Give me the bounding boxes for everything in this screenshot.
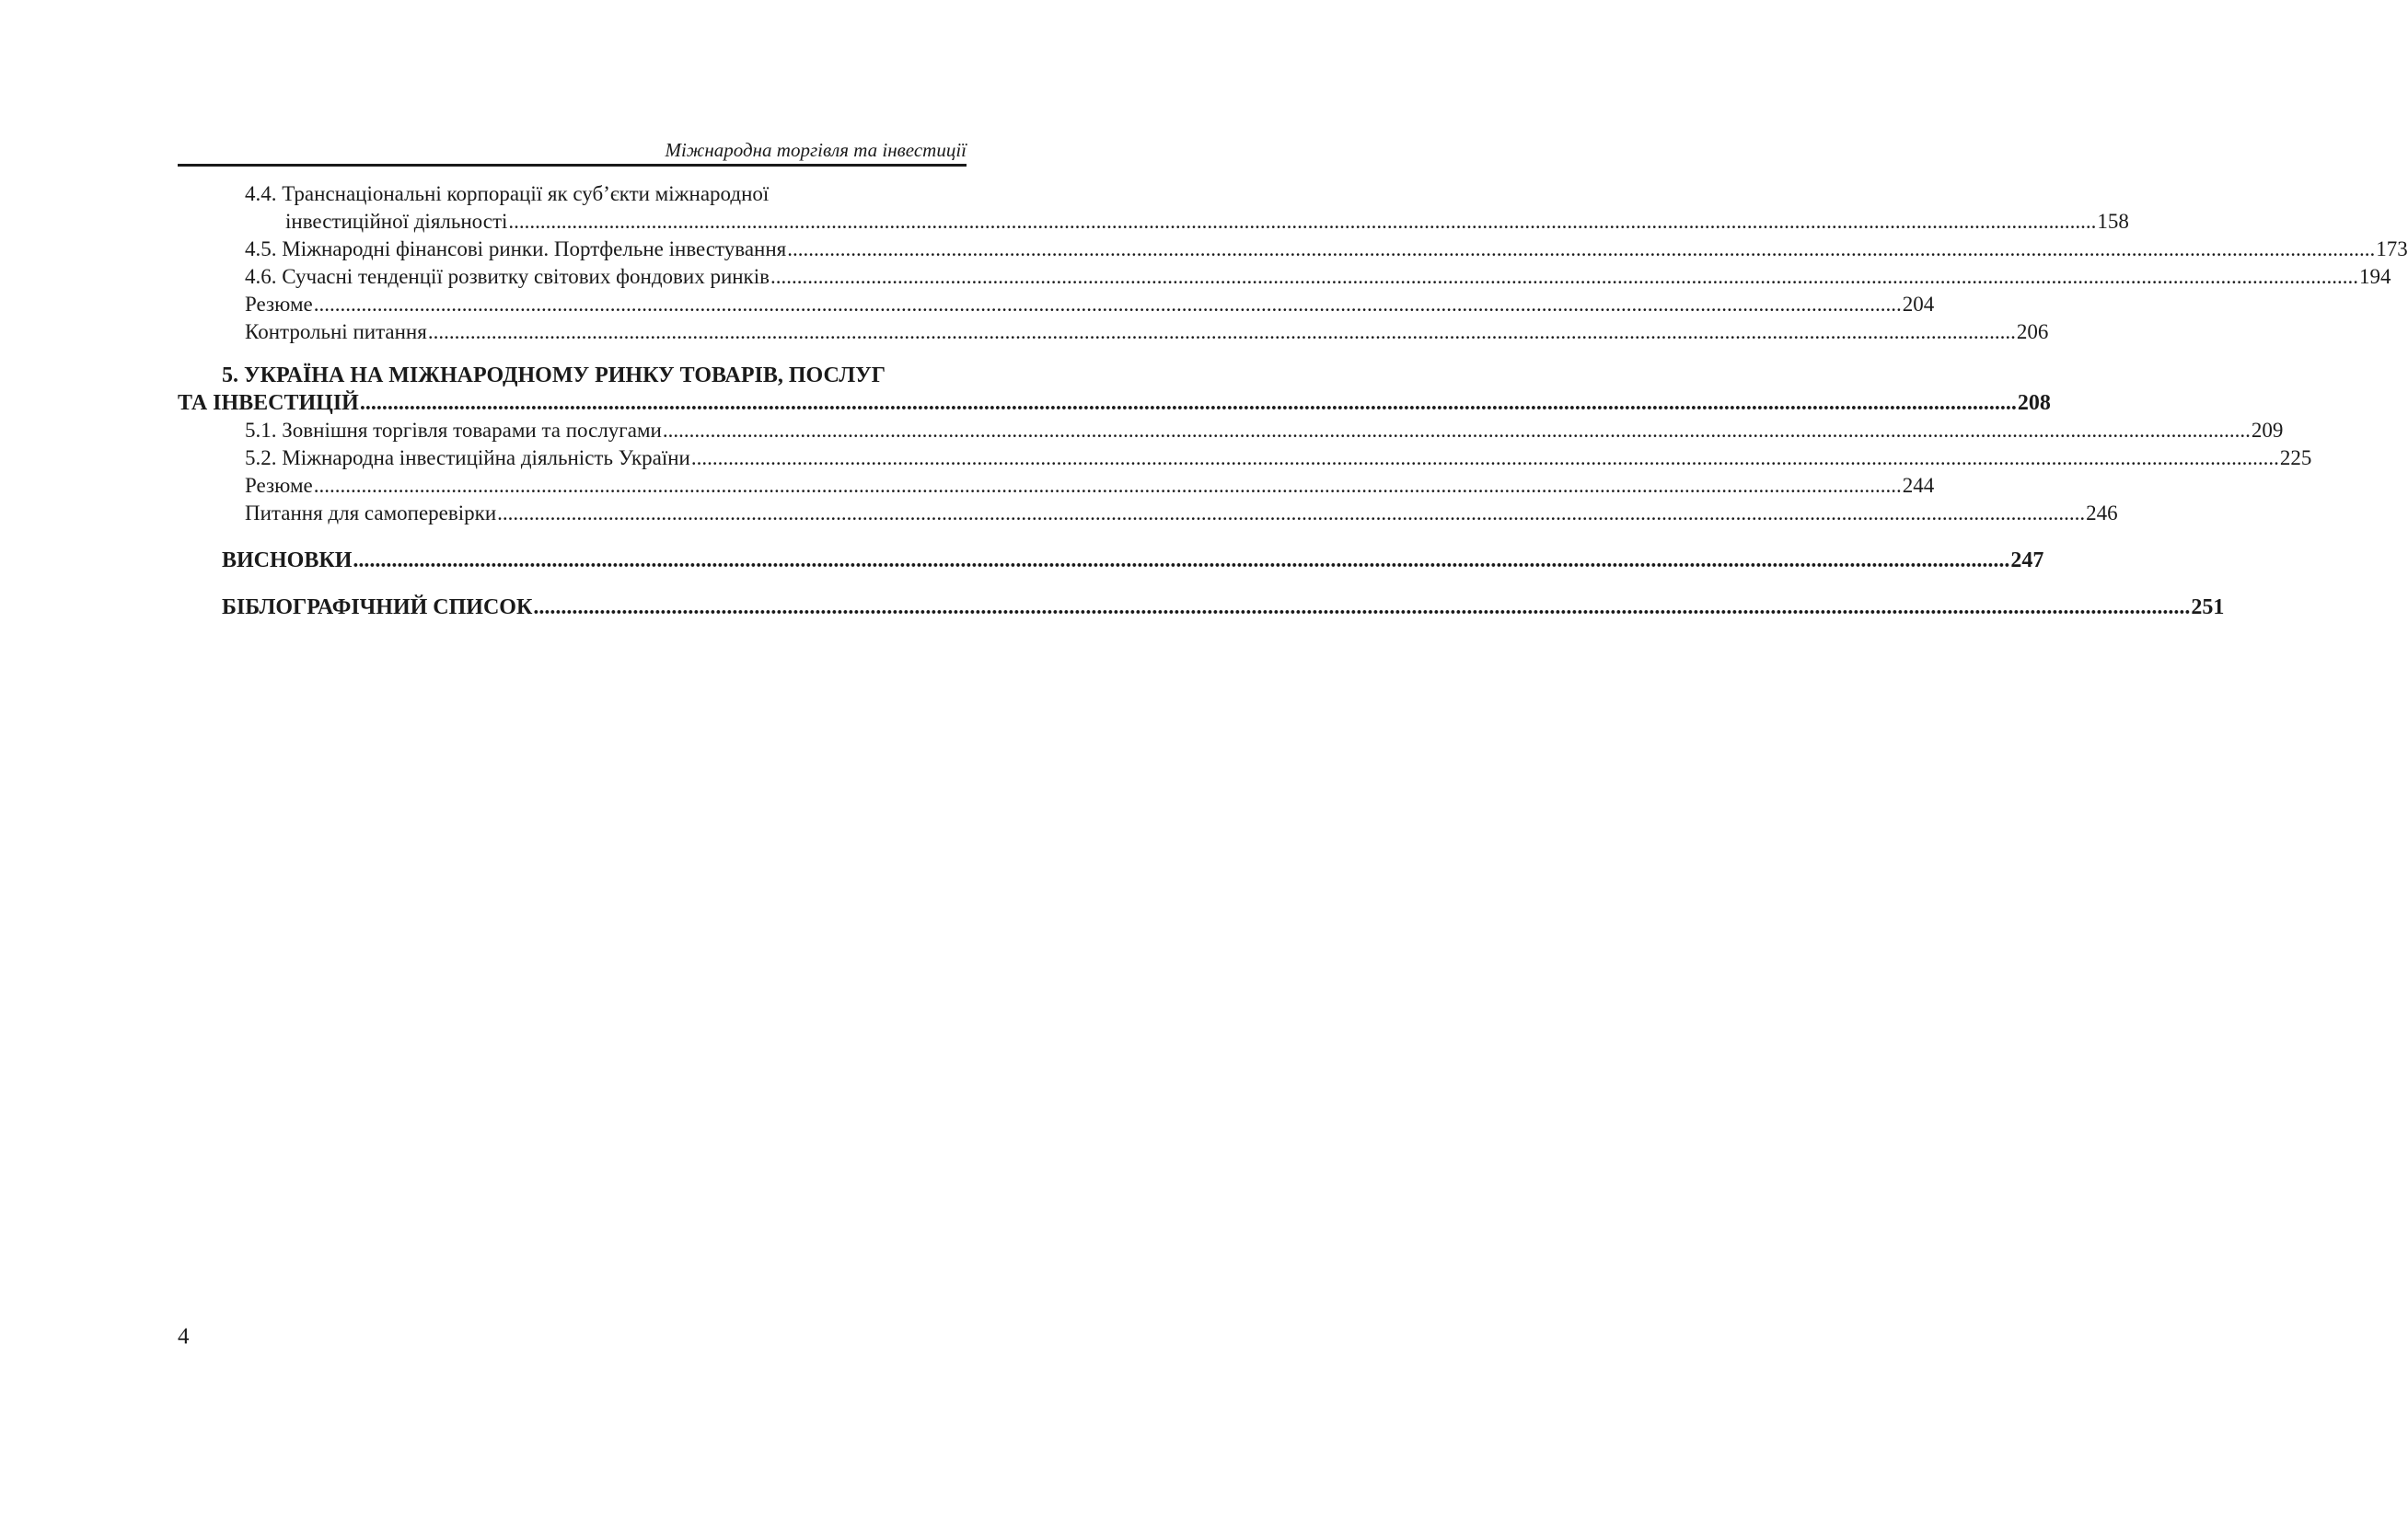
toc-label: 4.5. Міжнародні фінансові ринки. Портфельне інвестування (245, 237, 787, 260)
toc-entry-5-1[interactable] (178, 417, 2284, 444)
toc-entry-questions-5[interactable] (178, 500, 2118, 527)
toc-page: 194 (2358, 265, 2391, 288)
table-of-contents (178, 180, 2408, 621)
toc-label: ВИСНОВКИ (222, 548, 353, 572)
toc-entry-4-4[interactable] (178, 208, 2129, 236)
toc-label: Резюме (245, 474, 313, 497)
header-rule (178, 164, 967, 167)
toc-page: 225 (2279, 446, 2312, 469)
toc-entry-questions-4[interactable] (178, 318, 2049, 346)
toc-label: Контрольні питання (245, 320, 427, 343)
running-header: Міжнародна торгівля та інвестиції (665, 139, 967, 161)
dot-leader: ............................................................................................................................................................................................................................................................................................................ (353, 548, 2010, 572)
toc-page: 251 (2191, 595, 2225, 619)
dot-leader: ............................................................................................................................................................................................................................................................................................................ (427, 320, 2016, 343)
toc-label: ТА ІНВЕСТИЦІЙ (178, 391, 359, 415)
toc-entry-conclusions[interactable] (178, 547, 2044, 574)
toc-entry-5-2[interactable] (178, 444, 2312, 472)
toc-entry-bibliography[interactable] (178, 594, 2225, 621)
toc-entry-4-4-line1: 4.4. Транснаціональні корпорації як суб’єкти міжнародної (245, 182, 770, 205)
toc-page: 158 (2097, 210, 2129, 233)
toc-chapter-5-line1: 5. УКРАЇНА НА МІЖНАРОДНОМУ РИНКУ ТОВАРІВ, ПОСЛУГ (222, 363, 886, 387)
toc-entry-resume-5[interactable] (178, 472, 1935, 500)
dot-leader: ............................................................................................................................................................................................................................................................................................................ (508, 210, 2097, 233)
dot-leader: ............................................................................................................................................................................................................................................................................................................ (770, 265, 2358, 288)
dot-leader: ............................................................................................................................................................................................................................................................................................................ (787, 237, 2376, 260)
toc-entry-4-6[interactable] (178, 263, 2391, 291)
dot-leader: ............................................................................................................................................................................................................................................................................................................ (497, 502, 2086, 525)
toc-page: 204 (1902, 293, 1935, 316)
toc-chapter-5[interactable] (178, 389, 2051, 417)
toc-page: 247 (2010, 548, 2044, 572)
toc-label: БІБЛОГРАФІЧНИЙ СПИСОК (222, 595, 533, 619)
toc-page: 173 (2376, 237, 2408, 260)
page-number: 4 (178, 1324, 190, 1349)
toc-entry-resume-4[interactable] (178, 291, 1935, 318)
toc-label: 5.2. Міжнародна інвестиційна діяльність України (245, 446, 690, 469)
toc-page: 246 (2086, 502, 2118, 525)
toc-label: інвестиційної діяльності (285, 210, 508, 233)
toc-page: 208 (2017, 391, 2051, 415)
dot-leader: ............................................................................................................................................................................................................................................................................................................ (359, 391, 2017, 415)
dot-leader: ............................................................................................................................................................................................................................................................................................................ (690, 446, 2279, 469)
toc-page: 244 (1902, 474, 1935, 497)
dot-leader: ............................................................................................................................................................................................................................................................................................................ (313, 293, 1902, 316)
toc-label: Резюме (245, 293, 313, 316)
dot-leader: ............................................................................................................................................................................................................................................................................................................ (533, 595, 2191, 619)
toc-page: 209 (2251, 419, 2284, 442)
toc-label: 5.1. Зовнішня торгівля товарами та послугами (245, 419, 662, 442)
toc-entry-4-5[interactable] (178, 236, 2408, 263)
dot-leader: ............................................................................................................................................................................................................................................................................................................ (313, 474, 1902, 497)
toc-label: Питання для самоперевірки (245, 502, 497, 525)
dot-leader: ............................................................................................................................................................................................................................................................................................................ (662, 419, 2251, 442)
toc-page: 206 (2016, 320, 2049, 343)
toc-label: 4.6. Сучасні тенденції розвитку світових фондових ринків (245, 265, 770, 288)
